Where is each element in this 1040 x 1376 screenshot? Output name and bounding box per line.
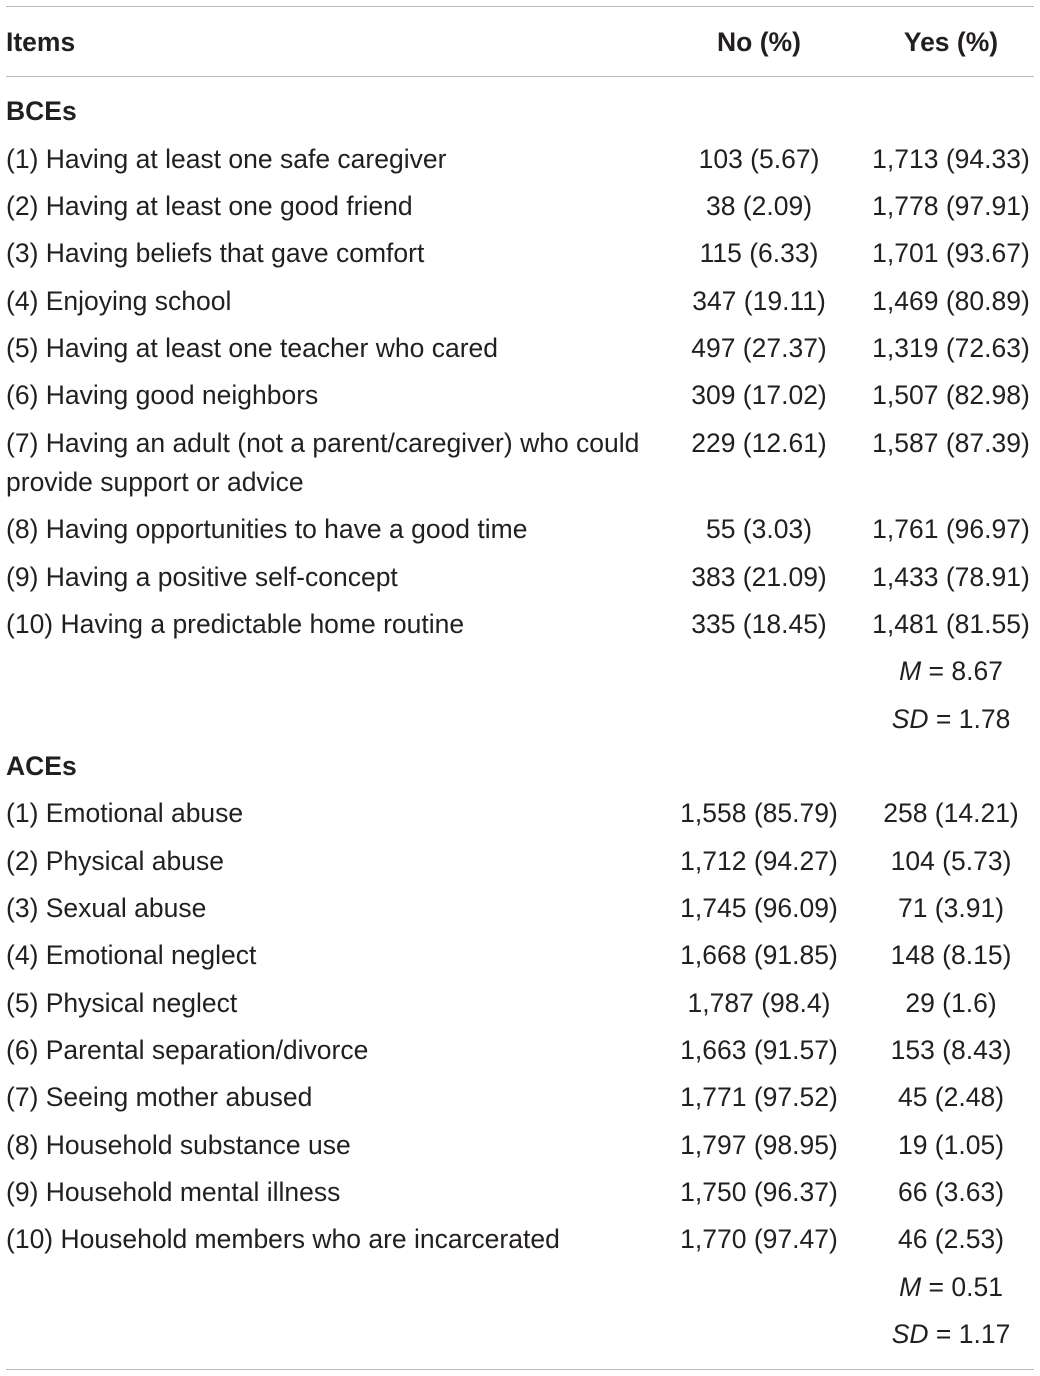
no-cell: 347 (19.11) xyxy=(692,286,826,316)
yes-cell: 29 (1.6) xyxy=(905,988,997,1018)
item-cell: (10) Household members who are incarcerated xyxy=(6,1224,560,1254)
item-cell: (1) Having at least one safe caregiver xyxy=(6,144,447,174)
no-cell: 1,663 (91.57) xyxy=(680,1035,838,1065)
mean-cell xyxy=(866,652,1036,691)
item-cell: (2) Having at least one good friend xyxy=(6,191,413,221)
no-cell: 1,745 (96.09) xyxy=(680,893,838,923)
no-cell: 1,668 (91.85) xyxy=(680,940,838,970)
no-cell: 335 (18.45) xyxy=(691,609,827,639)
mean-label: M xyxy=(899,1272,922,1302)
bottom-rule xyxy=(6,1369,1034,1370)
no-cell: 1,770 (97.47) xyxy=(680,1224,838,1254)
mean-value: = 0.51 xyxy=(928,1272,1003,1302)
header-rule xyxy=(6,76,1034,77)
item-cell: (7) Seeing mother abused xyxy=(6,1082,313,1112)
mean-cell xyxy=(866,1268,1036,1307)
no-cell: 1,797 (98.95) xyxy=(680,1130,838,1160)
item-cell: (3) Having beliefs that gave comfort xyxy=(6,238,425,268)
yes-cell: 46 (2.53) xyxy=(897,1224,1005,1254)
yes-cell: 1,701 (93.67) xyxy=(872,238,1030,268)
yes-cell: 1,469 (80.89) xyxy=(872,286,1030,316)
yes-cell: 148 (8.15) xyxy=(890,940,1012,970)
item-cell: (8) Having opportunities to have a good time xyxy=(6,514,528,544)
header-items: Items xyxy=(6,27,76,57)
no-cell: 115 (6.33) xyxy=(699,238,819,268)
no-cell: 55 (3.03) xyxy=(705,514,813,544)
header-yes: Yes (%) xyxy=(903,27,999,57)
yes-cell: 1,319 (72.63) xyxy=(872,333,1030,363)
sd-value: = 1.17 xyxy=(935,1319,1011,1349)
no-cell: 103 (5.67) xyxy=(698,144,820,174)
item-cell: (8) Household substance use xyxy=(6,1130,351,1160)
sd-label: SD xyxy=(891,704,929,734)
item-cell: (6) Parental separation/divorce xyxy=(6,1035,369,1065)
sd-label: SD xyxy=(891,1319,929,1349)
yes-cell: 19 (1.05) xyxy=(897,1130,1005,1160)
item-cell: (9) Household mental illness xyxy=(6,1177,341,1207)
no-cell: 229 (12.61) xyxy=(691,428,827,458)
item-cell: (2) Physical abuse xyxy=(6,846,224,876)
mean-label: M xyxy=(899,656,922,686)
section-title: BCEs xyxy=(6,96,77,126)
yes-cell: 1,481 (81.55) xyxy=(872,609,1030,639)
item-cell: (4) Emotional neglect xyxy=(6,940,257,970)
item-cell: (7) Having an adult (not a parent/caregiver) who could provide support or advice xyxy=(6,428,640,497)
no-cell: 38 (2.09) xyxy=(705,191,813,221)
item-cell: (9) Having a positive self-concept xyxy=(6,562,398,592)
no-cell: 1,558 (85.79) xyxy=(680,798,838,828)
item-cell: (1) Emotional abuse xyxy=(6,798,244,828)
yes-cell: 1,587 (87.39) xyxy=(872,428,1030,458)
mean-value: = 8.67 xyxy=(928,656,1003,686)
item-cell: (6) Having good neighbors xyxy=(6,380,319,410)
no-cell: 1,750 (96.37) xyxy=(680,1177,838,1207)
item-cell: (5) Physical neglect xyxy=(6,988,238,1018)
top-rule xyxy=(6,6,1034,7)
header-no: No (%) xyxy=(717,27,801,57)
item-cell: (10) Having a predictable home routine xyxy=(6,609,465,639)
yes-cell: 153 (8.43) xyxy=(890,1035,1012,1065)
yes-cell: 71 (3.91) xyxy=(897,893,1005,923)
sd-cell xyxy=(866,1315,1036,1354)
no-cell: 1,771 (97.52) xyxy=(680,1082,838,1112)
item-cell: (5) Having at least one teacher who cared xyxy=(6,333,498,363)
item-cell: (3) Sexual abuse xyxy=(6,893,207,923)
yes-cell: 104 (5.73) xyxy=(890,846,1012,876)
yes-cell: 258 (14.21) xyxy=(883,798,1019,828)
sd-value: = 1.78 xyxy=(935,704,1011,734)
yes-cell: 66 (3.63) xyxy=(897,1177,1005,1207)
no-cell: 1,712 (94.27) xyxy=(680,846,838,876)
no-cell: 383 (21.09) xyxy=(691,562,827,592)
no-cell: 309 (17.02) xyxy=(691,380,827,410)
yes-cell: 45 (2.48) xyxy=(897,1082,1005,1112)
section-title: ACEs xyxy=(6,751,77,781)
yes-cell: 1,761 (96.97) xyxy=(872,514,1030,544)
item-cell: (4) Enjoying school xyxy=(6,286,232,316)
yes-cell: 1,433 (78.91) xyxy=(872,562,1030,592)
yes-cell: 1,713 (94.33) xyxy=(872,144,1030,174)
yes-cell: 1,507 (82.98) xyxy=(872,380,1030,410)
sd-cell xyxy=(866,700,1036,739)
no-cell: 497 (27.37) xyxy=(691,333,827,363)
yes-cell: 1,778 (97.91) xyxy=(872,191,1030,221)
no-cell: 1,787 (98.4) xyxy=(687,988,831,1018)
